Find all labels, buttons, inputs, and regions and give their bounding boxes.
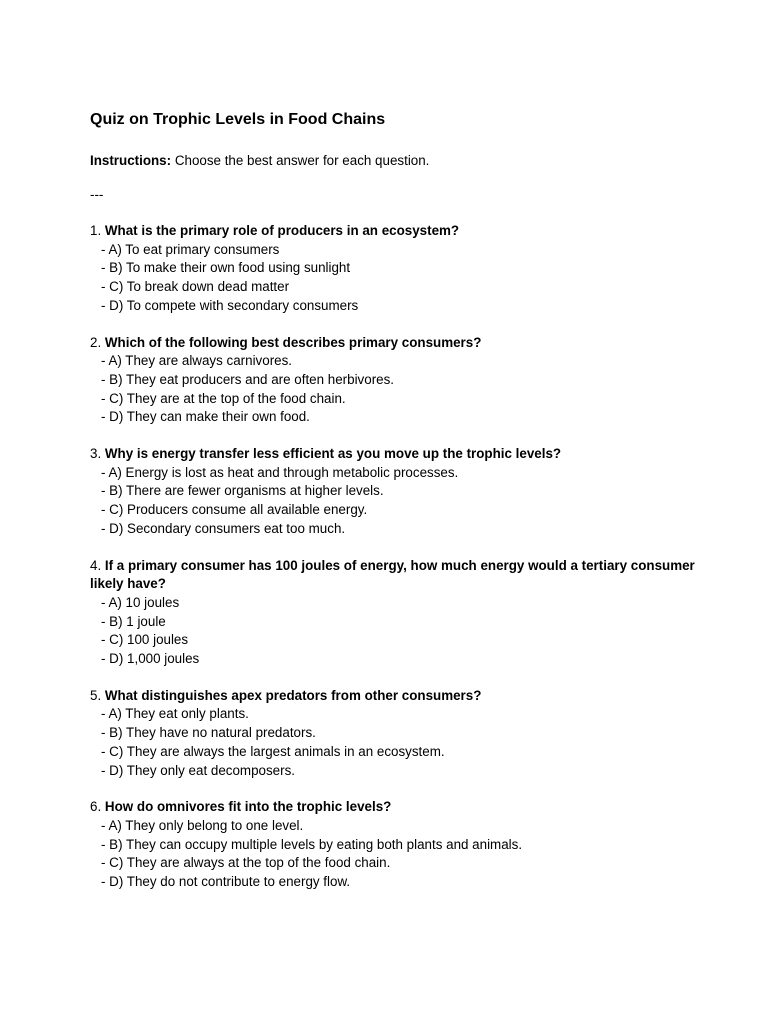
question-6 [90,798,708,892]
question-text: If a primary consumer has 100 joules of energy, how much energy would a tertiary consumer likely have? [90,557,695,592]
separator: --- [90,187,104,202]
answer-option-b: - B) To make their own food using sunlight [101,260,351,276]
question-text: What is the primary role of producers in an ecosystem? [104,223,460,238]
answer-option-b: - B) 1 joule [101,613,166,629]
document-title: Quiz on Trophic Levels in Food Chains [90,111,386,128]
answer-option-d: - D) Secondary consumers eat too much. [101,520,346,536]
answer-option-a: - A) They only belong to one level. [101,817,304,833]
answer-option-c: - C) They are always at the top of the food chain. [101,855,391,871]
question-heading [90,687,708,706]
answer-option-a: - A) To eat primary consumers [101,241,280,257]
question-text: How do omnivores fit into the trophic levels? [104,799,392,815]
question-text: Which of the following best describes primary consumers? [104,334,482,350]
answer-option-d: - D) They do not contribute to energy flow. [101,874,351,890]
question-1 [90,222,708,316]
question-list [90,222,708,892]
answer-option-a: - A) They are always carnivores. [101,353,293,369]
question-2 [90,334,708,428]
answer-option-d: - D) To compete with secondary consumers [101,297,359,313]
answer-option-b: - B) They eat producers and are often herbivores. [101,371,395,387]
question-4 [90,557,708,669]
answer-option-b: - B) There are fewer organisms at higher levels. [101,483,384,499]
instructions-lead: Instructions: [90,153,172,168]
answer-option-b: - B) They have no natural predators. [101,725,316,741]
question-number: 5. [90,687,102,703]
question-heading [90,222,708,241]
question-number: 4. [90,557,102,573]
answer-option-d: - D) They can make their own food. [101,409,310,425]
answer-option-a: - A) They eat only plants. [101,706,249,722]
instructions-text: Choose the best answer for each question. [174,153,430,168]
question-number: 2. [90,334,102,350]
answer-option-c: - C) They are at the top of the food chain. [101,390,346,406]
question-text: Why is energy transfer less efficient as you move up the trophic levels? [104,446,562,462]
question-heading [90,334,708,353]
answer-option-b: - B) They can occupy multiple levels by eating both plants and animals. [101,836,523,852]
question-text: What distinguishes apex predators from other consumers? [104,687,482,703]
answer-option-c: - C) Producers consume all available energy. [101,502,368,518]
question-number: 1. [90,223,102,238]
question-number: 6. [90,799,102,815]
answer-option-c: - C) To break down dead matter [101,279,290,295]
question-heading [90,445,708,464]
question-3 [90,445,708,539]
answer-option-c: - C) They are always the largest animals in an ecosystem. [101,743,445,759]
answer-option-d: - D) 1,000 joules [101,651,200,667]
answer-option-a: - A) 10 joules [101,594,180,610]
question-5 [90,687,708,781]
answer-option-a: - A) Energy is lost as heat and through metabolic processes. [101,464,459,480]
answer-option-d: - D) They only eat decomposers. [101,762,296,778]
question-heading [90,557,708,594]
instructions [90,152,708,170]
question-number: 3. [90,446,102,462]
answer-option-c: - C) 100 joules [101,632,189,648]
question-heading [90,798,708,817]
